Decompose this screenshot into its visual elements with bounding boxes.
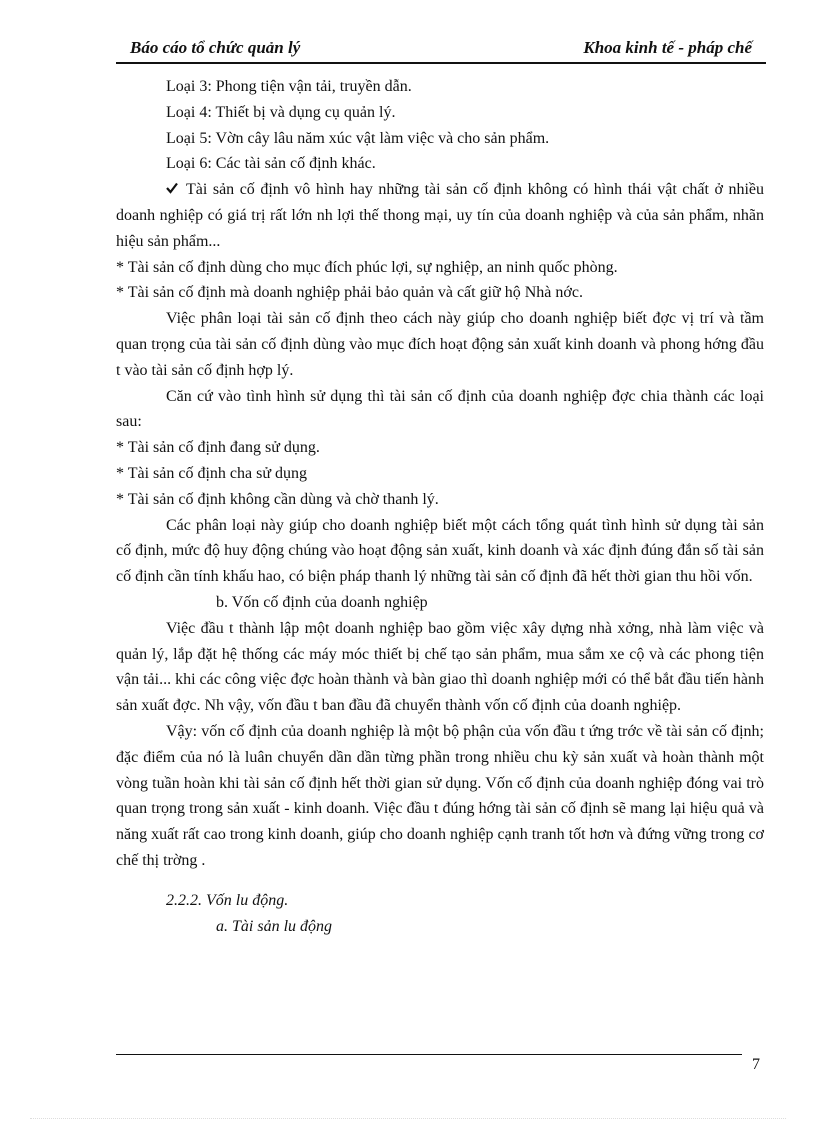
list-item-loai5: Loại 5: Vờn cây lâu năm xúc vật làm việc và cho sản phẩm.	[166, 129, 550, 147]
page-bottom-border	[30, 1118, 786, 1119]
header-title-left: Báo cáo tổ chức quản lý	[130, 38, 301, 57]
subheading-von-co-dinh: b. Vốn cố định của doanh nghiệp	[216, 593, 428, 611]
page-header	[116, 36, 766, 64]
paragraph-viec-phan-loai: Việc phân loại tài sản cố định theo cách này giúp cho doanh nghiệp biết đợc vị trí và tầm quan trọng của tài sản cố định dùng vào mục đích hoạt động sản xuất kinh doanh và phong hớng đầu t vào tài sản cố định hợp lý.	[116, 310, 764, 379]
page-number: 7	[752, 1056, 760, 1073]
list-item-cha-su-dung: * Tài sản cố định cha sử dụng	[116, 464, 308, 482]
paragraph-cac-phan-loai: Các phân loại này giúp cho doanh nghiệp biết một cách tổng quát tình hình sử dụng tài sản cố định, mức độ huy động chúng vào hoạt động sản xuất, kinh doanh và xác định đúng đắn số tài sản cố định cần tính khấu hao, có biện pháp thanh lý những tài sản cố định đã hết thời gian thu hồi vốn.	[116, 516, 764, 586]
header-title-right: Khoa kinh tế - pháp chế	[583, 38, 752, 57]
paragraph-vo-hinh-text: Tài sản cố định vô hình hay những tài sản cố định không có hình thái vật chất ở nhiều doanh nghiệp có giá trị rất lớn nh lợi thế thong mại, uy tín của doanh nghiệp và của sản phẩm, nhãn hiệu sản phẩm...	[116, 181, 764, 250]
paragraph-vay: Vậy: vốn cố định của doanh nghiệp là một bộ phận của vốn đầu t ứng trớc về tài sản cố định; đặc điểm của nó là luân chuyển dần dần từng phần trong nhiều chu kỳ sản xuất và hoàn thành một vòng tuần hoàn khi tài sản cố định hết thời gian sử dụng. Vốn cố định của doanh nghiệp đóng vai trò quan trọng trong sản xuất - kinh doanh. Việc đầu t đúng hớng tài sản cố định sẽ mang lại hiệu quả và năng xuất rất cao trong kinh doanh, giúp cho doanh nghiệp cạnh tranh tốt hơn và đứng vững trong cơ chế thị trờng .	[116, 722, 764, 869]
list-item-khong-can-dung: * Tài sản cố định không cần dùng và chờ thanh lý.	[116, 490, 439, 508]
paragraph-can-cu: Căn cứ vào tình hình sử dụng thì tài sản cố định của doanh nghiệp đợc chia thành các loại sau:	[116, 387, 764, 431]
list-item-loai6: Loại 6: Các tài sản cố định khác.	[166, 155, 376, 173]
list-item-dang-su-dung: * Tài sản cố định đang sử dụng.	[116, 439, 320, 457]
list-item-bao-quan: * Tài sản cố định mà doanh nghiệp phải bảo quản và cất giữ hộ Nhà nớc.	[116, 284, 583, 302]
list-item-loai4: Loại 4: Thiết bị và dụng cụ quản lý.	[166, 103, 396, 121]
section-heading-a: a. Tài sản lu động	[216, 917, 333, 935]
document-body	[116, 74, 764, 939]
checkmark-icon	[166, 177, 180, 203]
list-item-phuc-loi: * Tài sản cố định dùng cho mục đích phúc lợi, sự nghiệp, an ninh quốc phòng.	[116, 258, 618, 276]
spacer	[116, 874, 764, 888]
footer-divider	[116, 1054, 742, 1055]
paragraph-vo-hinh	[116, 177, 764, 254]
paragraph-viec-dau-tu: Việc đầu t thành lập một doanh nghiệp bao gồm việc xây dựng nhà xởng, nhà làm việc và quản lý, lắp đặt hệ thống các máy móc thiết bị chế tạo sản phẩm, mua sắm xe cộ và các phong tiện vận tải... khi các công việc đợc hoàn thành và bàn giao thì doanh nghiệp mới có thể bắt đầu tiến hành sản xuất đợc. Nh vậy, vốn đầu t ban đầu đã chuyển thành vốn cố định của doanh nghiệp.	[116, 619, 764, 715]
section-heading-222: 2.2.2. Vốn lu động.	[166, 891, 289, 909]
list-item-loai3: Loại 3: Phong tiện vận tải, truyền dẫn.	[166, 78, 412, 95]
